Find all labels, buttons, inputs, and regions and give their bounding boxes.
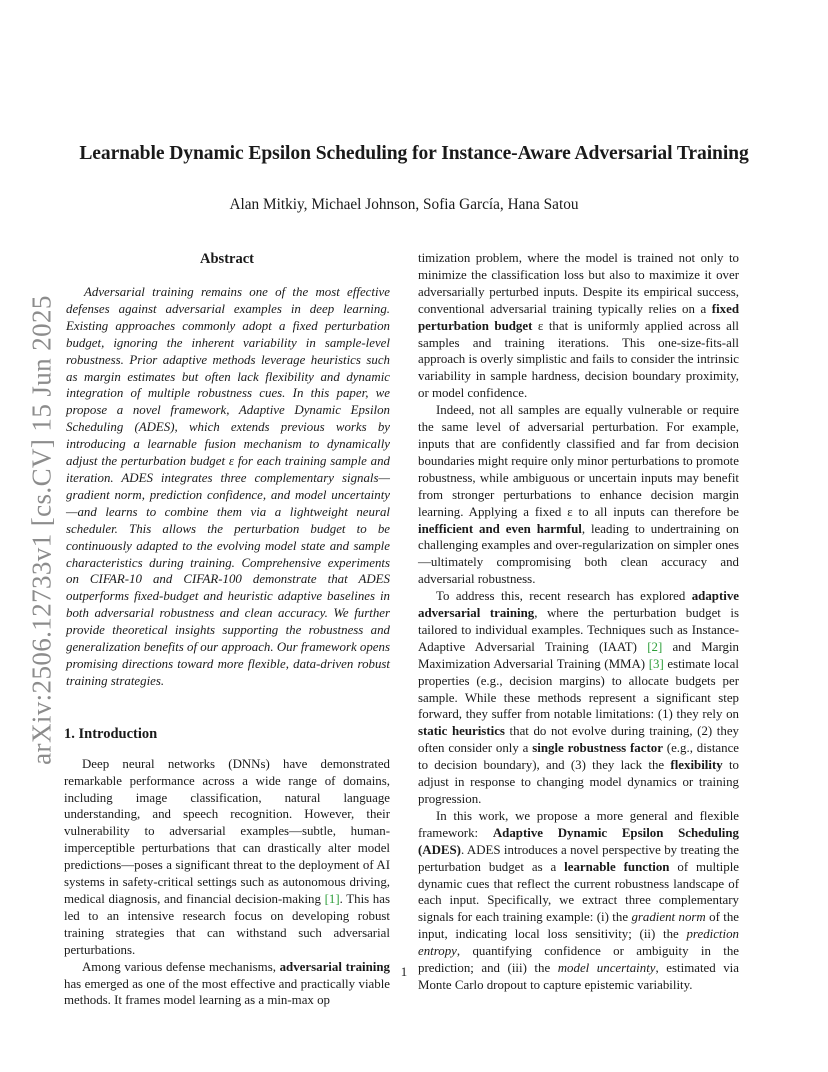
right-paragraph-1: [418, 250, 739, 402]
italic-term: prediction entropy: [418, 927, 739, 959]
citation-link[interactable]: [3]: [648, 656, 664, 671]
citation-link[interactable]: [2]: [647, 639, 663, 654]
text-run: timization problem, where the model is trained not only to minimize the classification loss but also to maximize it over adversarially perturbed inputs. Despite its empirical success, conventional adversarial training typically relies on a: [418, 251, 739, 316]
author-list: Alan Mitkiy, Michael Johnson, Sofia García, Hana Satou: [229, 196, 579, 213]
text-run: To address this, recent research has explored: [436, 589, 692, 604]
bold-term: Adaptive Dynamic Epsilon Scheduling (ADES): [418, 825, 740, 857]
italic-term: gradient norm: [631, 910, 706, 925]
text-run: . ADES introduces a novel perspective by treating the perturbation budget as a: [418, 842, 739, 874]
intro-paragraph-1: [64, 756, 390, 959]
text-run: Among various defense mechanisms,: [82, 959, 280, 974]
left-column: [64, 250, 390, 1009]
bold-term: learnable function: [564, 859, 670, 874]
text-run: ε that is uniformly applied across all samples and training iterations. This one-size-fits-all approach is overly simplistic and fails to consider the intrinsic variability in sample hardness, decision boundary proximity, or model confidence.: [418, 318, 739, 401]
text-run: , quantifying confidence or ambiguity in the prediction; and (iii) the: [418, 944, 739, 976]
right-column: [418, 250, 739, 994]
text-run: . This has led to an intensive research focus on developing robust training strategies that can withstand such adversarial perturbations.: [64, 892, 390, 957]
page-number: 1: [400, 965, 408, 979]
text-run: Deep neural networks (DNNs) have demonstrated remarkable performance across a wide range of domains, including image classification, natural language understanding, and speech recognition. However, their vulnerability to adversarial examples—subtle, human-imperceptible perturbations that can drastically alter model predictions—poses a significant threat to the deployment of AI systems in safety-critical settings such as autonomous driving, medical diagnosis, and financial decision-making: [64, 756, 390, 906]
text-run: (e.g., distance to decision boundary), and (3) they lack the: [418, 741, 740, 773]
text-run: In this work, we propose a more general and flexible framework:: [418, 808, 739, 840]
bold-term: single robustness factor: [532, 741, 663, 756]
right-paragraph-2: [418, 402, 739, 588]
text-run: to adjust in response to changing model dynamics or training progression.: [418, 758, 740, 806]
text-run: and Margin Maximization Adversarial Training (MMA): [418, 639, 740, 671]
bold-term: adversarial training: [279, 959, 390, 974]
page-title: Learnable Dynamic Epsilon Scheduling for Instance-Aware Adversarial Training: [79, 143, 749, 164]
italic-term: model uncertainty: [557, 961, 656, 976]
text-run: Indeed, not all samples are equally vulnerable or require the same level of adversarial perturbation. For example, inputs that are confidently classified and far from decision boundaries might require only minor perturbations to promote robustness, while ambiguous or uncertain inputs may benefit from stronger perturbations to enhance decision margin learning. Applying a fixed ε to all inputs can therefore be: [418, 403, 739, 519]
arxiv-identifier: arXiv:2506.12733v1 [cs.CV] 15 Jun 2025: [26, 295, 57, 765]
text-run: of the input, indicating local loss sensitivity; (ii) the: [418, 910, 740, 942]
text-run: , leading to undertraining on challenging examples and over-regularization on simpler ones—ultimately compromising both clean accuracy and adversarial robustness.: [418, 521, 739, 587]
right-paragraph-3: [418, 588, 739, 808]
text-run: has emerged as one of the most effective and practically viable methods. It frames model learning as a min-max op: [64, 976, 390, 1008]
section-heading-introduction: 1. Introduction: [64, 725, 158, 742]
bold-term: flexibility: [670, 758, 723, 773]
bold-term: inefficient and even harmful: [418, 521, 582, 536]
text-run: estimate local properties (e.g., decision margins) to allocate budgets per sample. While these methods represent a significant step forward, they suffer from notable limitations: (1) they rely on: [418, 656, 739, 722]
text-run: that do not evolve during training, (2) they often consider only a: [418, 724, 739, 756]
bold-term: static heuristics: [418, 724, 505, 739]
text-run: , estimated via Monte Carlo dropout to capture epistemic variability.: [418, 961, 739, 992]
bold-term: fixed perturbation budget: [418, 301, 739, 333]
citation-link[interactable]: [1]: [324, 892, 340, 906]
text-run: of multiple dynamic cues that reflect the current robustness landscape of each input. Specifically, we extract three complementary signals for each training example: (i) the: [418, 859, 739, 925]
text-run: , where the perturbation budget is tailored to individual examples. Techniques such as Instance-Adaptive Adversarial Training (IAAT): [418, 606, 739, 654]
bold-term: adaptive adversarial training: [418, 589, 739, 621]
abstract-heading: Abstract: [200, 251, 254, 267]
abstract-text: Adversarial training remains one of the most effective defenses against adversarial examples in deep learning. Existing approaches commonly adopt a fixed perturbation budget, ignoring the inherent variability in sample-level robustness. Prior adaptive methods leverage heuristics such as margin estimates but often lack flexibility and dynamic integration of multiple robustness cues. In this paper, we propose a novel framework, Adaptive Dynamic Epsilon Scheduling (ADES), which extends previous works by introducing a learnable fusion mechanism to dynamically adjust the perturbation budget ε for each training sample and iteration. ADES integrates three complementary signals—gradient norm, prediction confidence, and model uncertainty—and learns to combine them via a lightweight neural scheduler. This allows the perturbation budget to be continuously adapted to the evolving model state and sample characteristics during training. Comprehensive experiments on CIFAR-10 and CIFAR-100 demonstrate that ADES outperforms fixed-budget and heuristic adaptive baselines in both adversarial robustness and clean accuracy. We further provide theoretical insights supporting the robustness and generalization benefits of our approach. Our framework opens promising directions toward more flexible, data-driven robust training strategies.: [66, 285, 390, 688]
